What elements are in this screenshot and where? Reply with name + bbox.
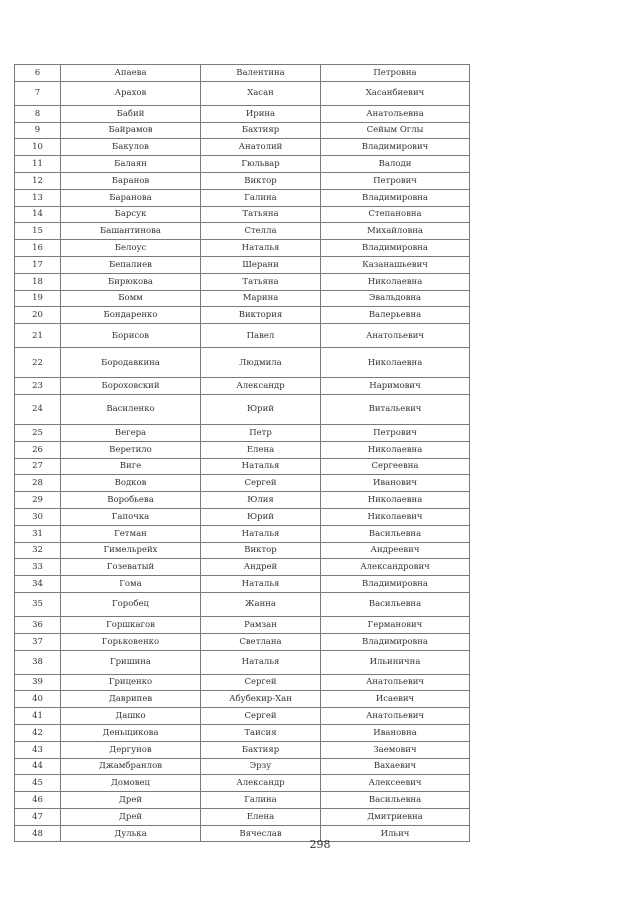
- table-row: [15, 691, 470, 708]
- patronymic-cell: Иванович: [321, 475, 470, 492]
- row-number-cell: 39: [15, 674, 61, 691]
- last-name-cell: Балаян: [61, 156, 201, 173]
- row-number-cell: 43: [15, 741, 61, 758]
- table-row: [15, 633, 470, 650]
- first-name-cell: Валентина: [201, 65, 321, 82]
- table-row: [15, 724, 470, 741]
- first-name-cell: Наталья: [201, 525, 321, 542]
- last-name-cell: Бородавкина: [61, 348, 201, 378]
- table-row: [15, 324, 470, 348]
- row-number-cell: 24: [15, 394, 61, 424]
- patronymic-cell: Анатольевич: [321, 674, 470, 691]
- patronymic-cell: Витальевич: [321, 394, 470, 424]
- patronymic-cell: Васильевна: [321, 592, 470, 616]
- last-name-cell: Бакулов: [61, 139, 201, 156]
- row-number-cell: 7: [15, 81, 61, 105]
- first-name-cell: Александр: [201, 378, 321, 395]
- table-row: [15, 792, 470, 809]
- patronymic-cell: Анатольевна: [321, 105, 470, 122]
- patronymic-cell: Дмитриевна: [321, 808, 470, 825]
- row-number-cell: 26: [15, 441, 61, 458]
- row-number-cell: 31: [15, 525, 61, 542]
- first-name-cell: Сергей: [201, 475, 321, 492]
- row-number-cell: 37: [15, 633, 61, 650]
- patronymic-cell: Петровна: [321, 65, 470, 82]
- last-name-cell: Домовец: [61, 775, 201, 792]
- first-name-cell: Андрей: [201, 559, 321, 576]
- first-name-cell: Стелла: [201, 223, 321, 240]
- first-name-cell: Эрзу: [201, 758, 321, 775]
- patronymic-cell: Николаевна: [321, 492, 470, 509]
- row-number-cell: 36: [15, 616, 61, 633]
- row-number-cell: 33: [15, 559, 61, 576]
- row-number-cell: 17: [15, 256, 61, 273]
- table-row: [15, 290, 470, 307]
- row-number-cell: 27: [15, 458, 61, 475]
- roster-table-body: [15, 65, 470, 842]
- patronymic-cell: Владимировна: [321, 240, 470, 257]
- row-number-cell: 44: [15, 758, 61, 775]
- table-row: [15, 81, 470, 105]
- patronymic-cell: Ильинична: [321, 650, 470, 674]
- row-number-cell: 28: [15, 475, 61, 492]
- table-row: [15, 105, 470, 122]
- row-number-cell: 34: [15, 576, 61, 593]
- last-name-cell: Байрамов: [61, 122, 201, 139]
- last-name-cell: Виге: [61, 458, 201, 475]
- last-name-cell: Горшкагов: [61, 616, 201, 633]
- last-name-cell: Башантинова: [61, 223, 201, 240]
- table-row: [15, 758, 470, 775]
- first-name-cell: Елена: [201, 808, 321, 825]
- patronymic-cell: Валоди: [321, 156, 470, 173]
- row-number-cell: 14: [15, 206, 61, 223]
- first-name-cell: Жанна: [201, 592, 321, 616]
- patronymic-cell: Сергеевна: [321, 458, 470, 475]
- last-name-cell: Бомм: [61, 290, 201, 307]
- table-row: [15, 172, 470, 189]
- last-name-cell: Гришина: [61, 650, 201, 674]
- first-name-cell: Ирина: [201, 105, 321, 122]
- table-row: [15, 458, 470, 475]
- patronymic-cell: Эвальдовна: [321, 290, 470, 307]
- row-number-cell: 19: [15, 290, 61, 307]
- first-name-cell: Наталья: [201, 576, 321, 593]
- row-number-cell: 18: [15, 273, 61, 290]
- patronymic-cell: Степановна: [321, 206, 470, 223]
- table-row: [15, 708, 470, 725]
- first-name-cell: Наталья: [201, 650, 321, 674]
- patronymic-cell: Валерьевна: [321, 307, 470, 324]
- patronymic-cell: Сейым Оглы: [321, 122, 470, 139]
- table-row: [15, 256, 470, 273]
- last-name-cell: Водков: [61, 475, 201, 492]
- patronymic-cell: Васильевна: [321, 792, 470, 809]
- table-row: [15, 394, 470, 424]
- patronymic-cell: Михайловна: [321, 223, 470, 240]
- first-name-cell: Анатолий: [201, 139, 321, 156]
- last-name-cell: Гетман: [61, 525, 201, 542]
- table-row: [15, 156, 470, 173]
- first-name-cell: Елена: [201, 441, 321, 458]
- row-number-cell: 30: [15, 508, 61, 525]
- last-name-cell: Бепалиев: [61, 256, 201, 273]
- last-name-cell: Воробьева: [61, 492, 201, 509]
- table-row: [15, 650, 470, 674]
- last-name-cell: Гома: [61, 576, 201, 593]
- patronymic-cell: Александрович: [321, 559, 470, 576]
- table-row: [15, 475, 470, 492]
- last-name-cell: Дулька: [61, 825, 201, 842]
- first-name-cell: Бахтияр: [201, 741, 321, 758]
- patronymic-cell: Андреевич: [321, 542, 470, 559]
- first-name-cell: Гюльвар: [201, 156, 321, 173]
- table-row: [15, 542, 470, 559]
- table-row: [15, 378, 470, 395]
- last-name-cell: Гриценко: [61, 674, 201, 691]
- row-number-cell: 25: [15, 424, 61, 441]
- row-number-cell: 35: [15, 592, 61, 616]
- patronymic-cell: Заемович: [321, 741, 470, 758]
- last-name-cell: Деньщикова: [61, 724, 201, 741]
- last-name-cell: Дрей: [61, 808, 201, 825]
- page-number: 298: [309, 838, 331, 851]
- patronymic-cell: Наримович: [321, 378, 470, 395]
- first-name-cell: Юрий: [201, 508, 321, 525]
- last-name-cell: Барсук: [61, 206, 201, 223]
- patronymic-cell: Владимировна: [321, 189, 470, 206]
- first-name-cell: Бахтияр: [201, 122, 321, 139]
- patronymic-cell: Казанашьевич: [321, 256, 470, 273]
- patronymic-cell: Анатольевич: [321, 324, 470, 348]
- first-name-cell: Александр: [201, 775, 321, 792]
- row-number-cell: 15: [15, 223, 61, 240]
- patronymic-cell: Алексеевич: [321, 775, 470, 792]
- last-name-cell: Веретило: [61, 441, 201, 458]
- last-name-cell: Даврипев: [61, 691, 201, 708]
- patronymic-cell: Хасанбиевич: [321, 81, 470, 105]
- first-name-cell: Виктор: [201, 542, 321, 559]
- row-number-cell: 29: [15, 492, 61, 509]
- row-number-cell: 45: [15, 775, 61, 792]
- last-name-cell: Бороховский: [61, 378, 201, 395]
- table-row: [15, 122, 470, 139]
- last-name-cell: Баранов: [61, 172, 201, 189]
- first-name-cell: Петр: [201, 424, 321, 441]
- row-number-cell: 32: [15, 542, 61, 559]
- first-name-cell: Марина: [201, 290, 321, 307]
- first-name-cell: Виктор: [201, 172, 321, 189]
- first-name-cell: Сергей: [201, 708, 321, 725]
- last-name-cell: Бирюкова: [61, 273, 201, 290]
- patronymic-cell: Вахаевич: [321, 758, 470, 775]
- row-number-cell: 46: [15, 792, 61, 809]
- first-name-cell: Хасан: [201, 81, 321, 105]
- table-row: [15, 808, 470, 825]
- patronymic-cell: Исаевич: [321, 691, 470, 708]
- table-row: [15, 508, 470, 525]
- first-name-cell: Татьяна: [201, 206, 321, 223]
- last-name-cell: Джамбранлов: [61, 758, 201, 775]
- patronymic-cell: Владимировна: [321, 633, 470, 650]
- table-row: [15, 741, 470, 758]
- row-number-cell: 12: [15, 172, 61, 189]
- patronymic-cell: Николаевна: [321, 348, 470, 378]
- first-name-cell: Светлана: [201, 633, 321, 650]
- first-name-cell: Юлия: [201, 492, 321, 509]
- first-name-cell: Сергей: [201, 674, 321, 691]
- table-row: [15, 674, 470, 691]
- first-name-cell: Павел: [201, 324, 321, 348]
- patronymic-cell: Анатольевич: [321, 708, 470, 725]
- last-name-cell: Дашко: [61, 708, 201, 725]
- first-name-cell: Вячеслав: [201, 825, 321, 842]
- last-name-cell: Бабий: [61, 105, 201, 122]
- table-row: [15, 206, 470, 223]
- row-number-cell: 42: [15, 724, 61, 741]
- table-row: [15, 775, 470, 792]
- row-number-cell: 23: [15, 378, 61, 395]
- patronymic-cell: Ильич: [321, 825, 470, 842]
- first-name-cell: Наталья: [201, 240, 321, 257]
- row-number-cell: 47: [15, 808, 61, 825]
- patronymic-cell: Ивановна: [321, 724, 470, 741]
- last-name-cell: Апаева: [61, 65, 201, 82]
- row-number-cell: 10: [15, 139, 61, 156]
- table-row: [15, 189, 470, 206]
- patronymic-cell: Васильевна: [321, 525, 470, 542]
- last-name-cell: Горьковенко: [61, 633, 201, 650]
- first-name-cell: Таисия: [201, 724, 321, 741]
- table-row: [15, 592, 470, 616]
- row-number-cell: 6: [15, 65, 61, 82]
- table-row: [15, 65, 470, 82]
- table-row: [15, 240, 470, 257]
- patronymic-cell: Владимирович: [321, 139, 470, 156]
- first-name-cell: Шерани: [201, 256, 321, 273]
- row-number-cell: 8: [15, 105, 61, 122]
- table-row: [15, 307, 470, 324]
- table-row: [15, 525, 470, 542]
- last-name-cell: Василенко: [61, 394, 201, 424]
- patronymic-cell: Петрович: [321, 424, 470, 441]
- row-number-cell: 13: [15, 189, 61, 206]
- table-row: [15, 139, 470, 156]
- last-name-cell: Баранова: [61, 189, 201, 206]
- row-number-cell: 38: [15, 650, 61, 674]
- last-name-cell: Вегера: [61, 424, 201, 441]
- table-row: [15, 616, 470, 633]
- last-name-cell: Белоус: [61, 240, 201, 257]
- first-name-cell: Абубекир-Хан: [201, 691, 321, 708]
- first-name-cell: Галина: [201, 792, 321, 809]
- table-row: [15, 576, 470, 593]
- row-number-cell: 48: [15, 825, 61, 842]
- last-name-cell: Дергунов: [61, 741, 201, 758]
- row-number-cell: 20: [15, 307, 61, 324]
- last-name-cell: Горобец: [61, 592, 201, 616]
- row-number-cell: 21: [15, 324, 61, 348]
- table-row: [15, 273, 470, 290]
- row-number-cell: 16: [15, 240, 61, 257]
- row-number-cell: 22: [15, 348, 61, 378]
- table-row: [15, 441, 470, 458]
- first-name-cell: Людмила: [201, 348, 321, 378]
- patronymic-cell: Николаевна: [321, 441, 470, 458]
- patronymic-cell: Владимировна: [321, 576, 470, 593]
- patronymic-cell: Германович: [321, 616, 470, 633]
- table-row: [15, 492, 470, 509]
- roster-table: [14, 64, 470, 842]
- table-row: [15, 348, 470, 378]
- last-name-cell: Бондаренко: [61, 307, 201, 324]
- row-number-cell: 40: [15, 691, 61, 708]
- first-name-cell: Виктория: [201, 307, 321, 324]
- patronymic-cell: Петрович: [321, 172, 470, 189]
- table-row: [15, 559, 470, 576]
- last-name-cell: Дрей: [61, 792, 201, 809]
- last-name-cell: Гозеватый: [61, 559, 201, 576]
- row-number-cell: 11: [15, 156, 61, 173]
- last-name-cell: Гапочка: [61, 508, 201, 525]
- first-name-cell: Юрий: [201, 394, 321, 424]
- patronymic-cell: Николаевич: [321, 508, 470, 525]
- row-number-cell: 9: [15, 122, 61, 139]
- first-name-cell: Галина: [201, 189, 321, 206]
- last-name-cell: Арахов: [61, 81, 201, 105]
- row-number-cell: 41: [15, 708, 61, 725]
- patronymic-cell: Николаевна: [321, 273, 470, 290]
- last-name-cell: Борисов: [61, 324, 201, 348]
- first-name-cell: Рамзан: [201, 616, 321, 633]
- table-row: [15, 223, 470, 240]
- table-row: [15, 424, 470, 441]
- last-name-cell: Гимельрейх: [61, 542, 201, 559]
- first-name-cell: Татьяна: [201, 273, 321, 290]
- first-name-cell: Наталья: [201, 458, 321, 475]
